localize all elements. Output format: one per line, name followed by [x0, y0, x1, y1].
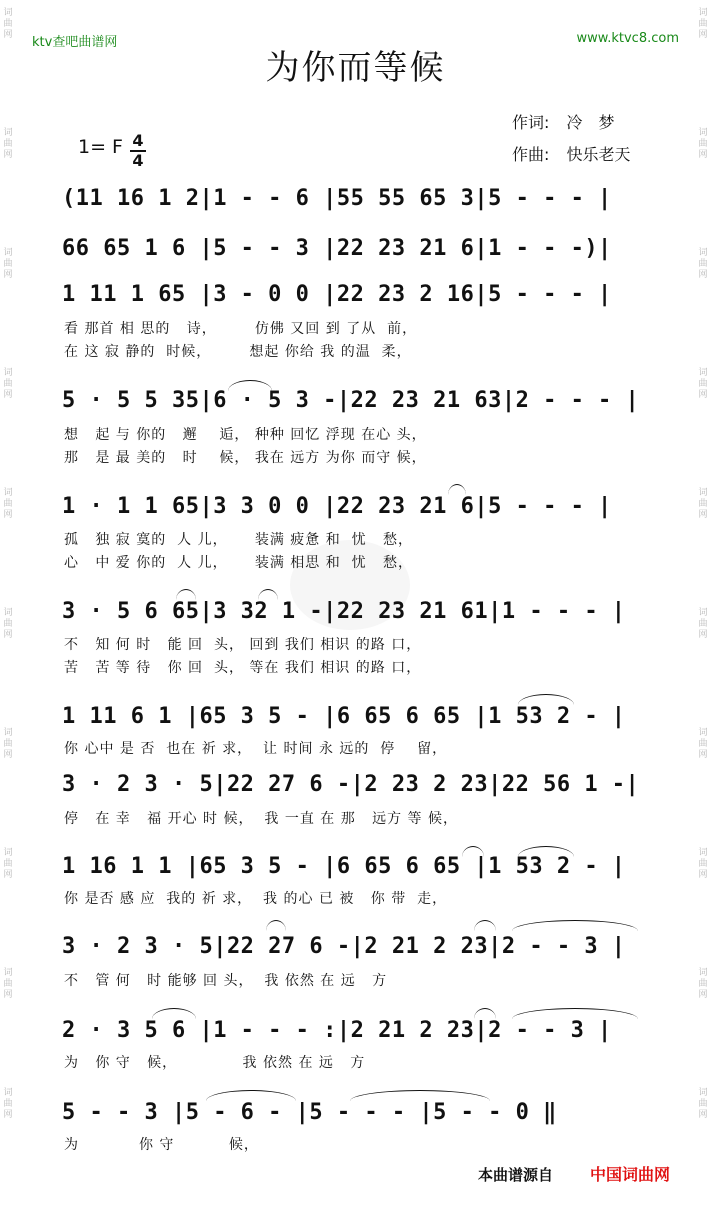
side-text: 词曲网	[698, 848, 708, 880]
side-text: 词曲网	[698, 608, 708, 640]
side-text: 词曲网	[3, 608, 13, 640]
side-text: 词曲网	[3, 128, 13, 160]
side-text: 词曲网	[698, 488, 708, 520]
lyric-line: 不 管 何 时 能够 回 头， 我 依然 在 远 方	[64, 973, 388, 989]
side-text: 词曲网	[3, 8, 13, 40]
lyric-line: 你 是否 感 应 我的 祈 求， 我 的心 已 被 你 带 走，	[64, 891, 448, 907]
source-label: 本曲谱源自	[478, 1166, 554, 1184]
site-watermark-left[interactable]: ktv查吧曲谱网	[32, 35, 118, 50]
composer-label: 作曲:	[512, 145, 550, 164]
meter-bottom: 4	[132, 151, 144, 170]
side-text: 词曲网	[698, 1088, 708, 1120]
tie-slur	[512, 920, 638, 931]
lyric-line: 那 是 最 美的 时 候， 我在 远方 为你 而守 候，	[64, 450, 427, 466]
lyric-line: 为 你 守 候，	[64, 1137, 259, 1153]
side-watermark-right	[695, 0, 711, 1212]
side-text: 词曲网	[3, 1088, 13, 1120]
notation-line-3: 1 11 1 65 |3 - 0 0 |22 23 2 16|5 - - - |	[62, 282, 612, 307]
lyric-line: 心 中 爱 你的 人 儿， 装满 相思 和 忧 愁，	[64, 555, 414, 571]
notation-line-9: 1 16 1 1 |65 3 5 - |6 65 6 65 |1 53 2 - |	[62, 854, 626, 879]
notation-line-6: 3 · 5 6 65|3 32 1 -|22 23 21 61|1 - - - |	[62, 599, 626, 624]
side-text: 词曲网	[3, 848, 13, 880]
side-watermark-left	[0, 0, 16, 1212]
lyric-line: 在 这 寂 静的 时候， 想起 你给 我 的温 柔，	[64, 344, 412, 360]
notation-line-4: 5 · 5 5 35|6 · 5 3 -|22 23 21 63|2 - - - |	[62, 388, 640, 413]
tie-slur	[266, 920, 286, 931]
lyric-line: 不 知 何 时 能 回 头， 回到 我们 相识 的路 口，	[64, 637, 422, 653]
side-text: 词曲网	[3, 488, 13, 520]
site-watermark-right[interactable]: www.ktvc8.com	[576, 31, 679, 46]
notation-line-2: 66 65 1 6 |5 - - 3 |22 23 21 6|1 - - -)|	[62, 236, 612, 261]
notation-line-8: 3 · 2 3 · 5|22 27 6 -|2 23 2 23|22 56 1 -|	[62, 772, 640, 797]
notation-line-1: (11 16 1 2|1 - - 6 |55 55 65 3|5 - - - |	[62, 186, 612, 211]
composer-name: 快乐老天	[566, 145, 631, 164]
side-text: 词曲网	[698, 128, 708, 160]
side-text: 词曲网	[3, 368, 13, 400]
side-text: 词曲网	[698, 8, 708, 40]
lyricist-name: 冷 梦	[566, 113, 615, 132]
notation-line-12: 5 - - 3 |5 - 6 - |5 - - - |5 - - 0 ‖	[62, 1100, 557, 1125]
lyric-line: 停 在 幸 福 开心 时 候， 我 一直 在 那 远方 等 候，	[64, 811, 459, 827]
side-text: 词曲网	[698, 728, 708, 760]
side-text: 词曲网	[698, 368, 708, 400]
side-text: 词曲网	[3, 728, 13, 760]
notation-line-5: 1 · 1 1 65|3 3 0 0 |22 23 21 6|5 - - - |	[62, 494, 612, 519]
side-text: 词曲网	[698, 248, 708, 280]
lyric-line: 为 你 守 候， 我 依然 在 远 方	[64, 1055, 366, 1071]
song-title: 为你而等候	[265, 48, 446, 88]
lyric-line: 看 那首 相 思的 诗， 仿佛 又回 到 了从 前，	[64, 321, 418, 337]
side-text: 词曲网	[698, 968, 708, 1000]
lyric-line: 你 心中 是 否 也在 祈 求， 让 时间 永 远的 停 留，	[64, 741, 448, 757]
tie-slur	[474, 920, 496, 931]
lyric-line: 苦 苦 等 待 你 回 头， 等在 我们 相识 的路 口，	[64, 660, 422, 676]
notation-line-10: 3 · 2 3 · 5|22 27 6 -|2 21 2 23|2 - - 3 |	[62, 934, 626, 959]
time-signature	[130, 133, 146, 169]
notation-line-11: 2 · 3 5 6 |1 - - - :|2 21 2 23|2 - - 3 |	[62, 1018, 612, 1043]
meter-top: 4	[132, 131, 144, 150]
source-site-link[interactable]: 中国词曲网	[590, 1165, 671, 1184]
key-signature: 1= F	[78, 136, 123, 158]
lyric-line: 想 起 与 你的 邂 逅， 种种 回忆 浮现 在心 头，	[64, 427, 427, 443]
notation-line-7: 1 11 6 1 |65 3 5 - |6 65 6 65 |1 53 2 - |	[62, 704, 626, 729]
composer-credit	[512, 142, 631, 165]
lyric-line: 孤 独 寂 寞的 人 儿， 装满 疲惫 和 忧 愁，	[64, 532, 414, 548]
lyricist-label: 作词:	[512, 113, 550, 132]
side-text: 词曲网	[3, 248, 13, 280]
lyricist-credit	[512, 110, 615, 133]
side-text: 词曲网	[3, 968, 13, 1000]
